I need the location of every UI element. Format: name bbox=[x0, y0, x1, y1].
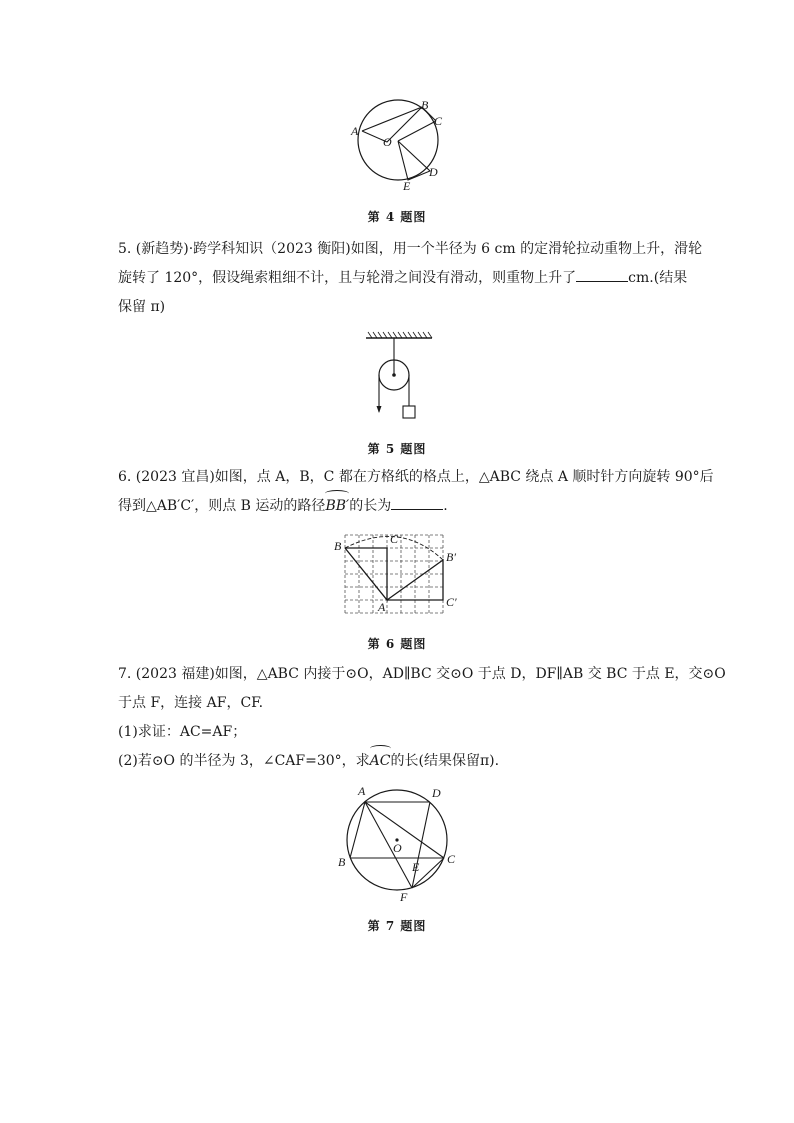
q5-line-3: 保留 π) bbox=[118, 299, 166, 315]
arc-BB-prime: BB′ bbox=[325, 492, 349, 521]
label-F: F bbox=[400, 890, 408, 904]
label-D: D bbox=[429, 165, 438, 179]
q7-line-3: (1)求证：AC=AF； bbox=[118, 724, 247, 740]
q5-line-2: 旋转了 120°，假设绳索粗细不计，且与轮滑之间没有滑动，则重物上升了 cm.(结果 bbox=[118, 264, 684, 293]
q5-line-1: 5. (新趋势)·跨学科知识（2023 衡阳)如图，用一个半径为 6 cm 的定滑轮拉动重物上升，滑轮 bbox=[118, 241, 703, 257]
answer-blank bbox=[391, 495, 443, 510]
figure-5-pulley-diagram bbox=[360, 330, 440, 425]
label-E: E bbox=[412, 860, 420, 874]
q6-line-2: 得到△AB′C′，则点 B 运动的路径BB′的长为 . bbox=[118, 492, 684, 521]
q7-line-1: 7. (2023 福建)如图，△ABC 内接于⊙O，AD∥BC 交⊙O 于点 D，DF∥AB 交 BC 于点 E，交⊙O bbox=[118, 666, 726, 682]
figure-7-caption: 第 7 题图 bbox=[367, 919, 427, 933]
answer-blank bbox=[576, 267, 628, 282]
q7-line-2: 于点 F，连接 AF，CF. bbox=[118, 695, 264, 711]
figure-5-caption: 第 5 题图 bbox=[367, 442, 427, 456]
label-E: E bbox=[403, 179, 411, 193]
figure-4-circle-diagram bbox=[340, 95, 450, 195]
q6-line-1: 6. (2023 宜昌)如图，点 A，B，C 都在方格纸的格点上，△ABC 绕点 A 顺时针方向旋转 90°后 bbox=[118, 469, 714, 485]
question-6 bbox=[118, 463, 714, 521]
figure-7-circle-diagram bbox=[330, 780, 465, 905]
figure-6-caption: 第 6 题图 bbox=[367, 637, 427, 651]
label-B: B bbox=[334, 539, 342, 553]
label-B: B bbox=[421, 98, 429, 112]
question-5 bbox=[118, 235, 703, 322]
label-C: C bbox=[390, 532, 399, 546]
label-B: B bbox=[338, 855, 346, 869]
label-A: A bbox=[358, 784, 366, 798]
label-D: D bbox=[432, 786, 441, 800]
label-O: O bbox=[393, 841, 402, 855]
label-C: C bbox=[447, 852, 456, 866]
question-7 bbox=[118, 660, 726, 776]
label-B-prime: B′ bbox=[446, 550, 456, 564]
label-A: A bbox=[351, 124, 359, 138]
figure-6-grid-diagram bbox=[330, 530, 470, 620]
label-O: O bbox=[383, 135, 392, 149]
label-A: A bbox=[378, 600, 386, 614]
arc-AC: AC bbox=[370, 747, 391, 776]
label-C-prime: C′ bbox=[446, 595, 457, 609]
q7-line-4: (2)若⊙O 的半径为 3，∠CAF=30°，求AC的长(结果保留π). bbox=[118, 747, 684, 776]
label-C: C bbox=[434, 114, 443, 128]
figure-4-caption: 第 4 题图 bbox=[367, 210, 427, 224]
